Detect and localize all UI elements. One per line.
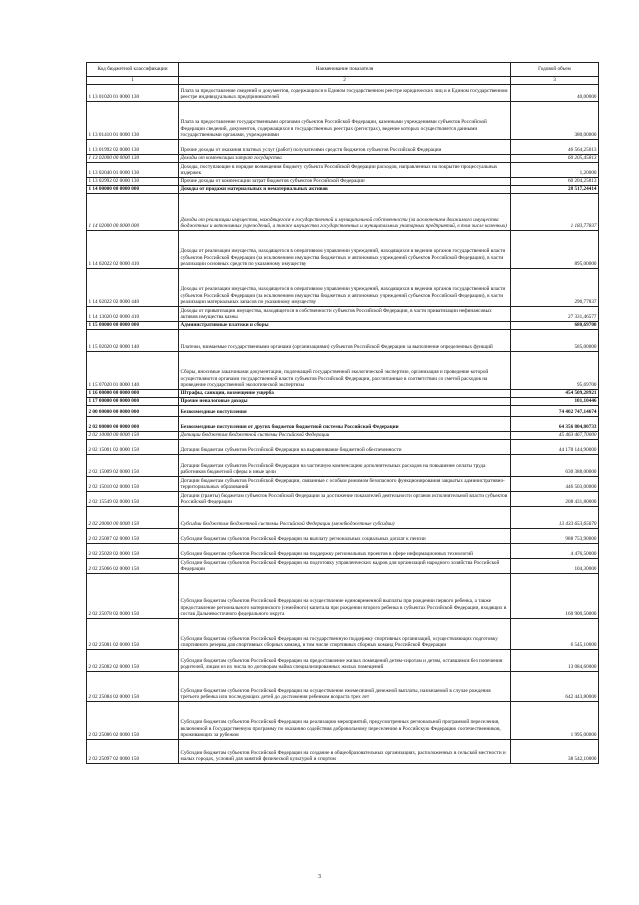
code-cell: 1 13 02000 00 0000 130 bbox=[87, 154, 179, 162]
code-cell: 2 02 25081 02 0000 150 bbox=[87, 618, 179, 649]
value-cell: 74 402 747,14674 bbox=[511, 405, 599, 416]
value-cell: 208 431,80000 bbox=[511, 491, 599, 506]
code-cell: 1 13 01992 02 0000 130 bbox=[87, 139, 179, 154]
value-cell: 1,20000 bbox=[511, 162, 599, 177]
header-name: Наименование показателя bbox=[179, 63, 511, 77]
value-cell: 60 204,25813 bbox=[511, 177, 599, 185]
name-cell: Дотации бюджетам бюджетной системы Российской Федерации bbox=[179, 431, 511, 439]
name-cell: Прочие доходы от компенсации затрат бюджетов субъектов Российской Федерации bbox=[179, 177, 511, 185]
column-number: 2 bbox=[179, 77, 511, 85]
value-cell: 680,69700 bbox=[511, 321, 599, 329]
name-cell: Доходы от реализации имущества, находящегося в оперативном управлении учреждений, находящихся в ведении органов государственной власти субъектов Российской Федерации (за исключением имущества бюджетных и автономных учреждений субъектов Российской Федерации), в части реализации материальных запасов по указанному имуществу bbox=[179, 268, 511, 306]
value-cell: 1 995,00000 bbox=[511, 701, 599, 739]
name-cell: Штрафы, санкции, возмещение ущерба bbox=[179, 389, 511, 397]
name-cell: Субсидии бюджетам субъектов Российской Федерации на реализацию мероприятий, предусмотренных региональной программой переселения, включенной в Государственную программу по оказанию содействия добровольному переселению в Российскую Федерацию соотечественников, проживающих за рубежом bbox=[179, 701, 511, 739]
table-row bbox=[87, 439, 599, 454]
name-cell: Доходы от продажи материальных и нематериальных активов bbox=[179, 185, 511, 193]
table-row bbox=[87, 329, 599, 351]
header-value: Годовой объем bbox=[511, 63, 599, 77]
table-row bbox=[87, 139, 599, 154]
value-cell: 1 183,77837 bbox=[511, 193, 599, 230]
budget-table bbox=[86, 62, 599, 764]
value-cell: 4 476,50000 bbox=[511, 543, 599, 558]
value-cell: 380,00000 bbox=[511, 101, 599, 139]
table-row bbox=[87, 185, 599, 193]
name-cell: Субсидии бюджетам бюджетной системы Российской Федерации (межбюджетные субсидии) bbox=[179, 506, 511, 528]
table-row bbox=[87, 506, 599, 528]
code-cell: 1 14 02022 02 0000 440 bbox=[87, 268, 179, 306]
name-cell: Доходы от реализации имущества, находящегося в государственной и муниципальной собственности (за исключением движимого имущества бюджетных и автономных учреждений, а также имущества государственных и муниципальных унитарных предприятий, в том числе казенных) bbox=[179, 193, 511, 230]
name-cell: Субсидии бюджетам субъектов Российской Федерации на выплату региональных социальных доплат к пенсии bbox=[179, 528, 511, 543]
code-cell: 1 14 02022 02 0000 410 bbox=[87, 230, 179, 268]
name-cell: Субсидии бюджетам субъектов Российской Федерации на подготовку управленческих кадров для организаций народного хозяйства Российской Федерации bbox=[179, 558, 511, 573]
code-cell: 1 14 02000 00 0000 000 bbox=[87, 193, 179, 230]
code-cell: 1 13 01410 01 0000 130 bbox=[87, 101, 179, 139]
code-cell: 1 16 00000 00 0000 000 bbox=[87, 389, 179, 397]
code-cell: 2 02 25066 02 0000 150 bbox=[87, 558, 179, 573]
table-row bbox=[87, 528, 599, 543]
table-row bbox=[87, 193, 599, 230]
code-cell: 1 15 00000 00 0000 000 bbox=[87, 321, 179, 329]
name-cell: Субсидии бюджетам субъектов Российской Федерации на осуществление единовременной выплаты при рождении первого ребенка, а также предоставление регионального материнского (семейного) капитала при рождении второго ребенка в субъектах Российской Федерации, входящих в состав Дальневосточного федерального округа bbox=[179, 573, 511, 618]
page-number: 3 bbox=[318, 874, 321, 880]
value-cell: 60 205,45813 bbox=[511, 154, 599, 162]
code-cell: 1 13 01020 01 0000 130 bbox=[87, 84, 179, 101]
table-row bbox=[87, 306, 599, 321]
value-cell: 630 388,00000 bbox=[511, 454, 599, 476]
value-cell: 988 753,90000 bbox=[511, 528, 599, 543]
name-cell: Плата за предоставление сведений и документов, содержащихся в Едином государственном реестре юридических лиц и в Едином государственном реестре индивидуальных предпринимателей bbox=[179, 84, 511, 101]
value-cell: 44 178 144,90000 bbox=[511, 439, 599, 454]
name-cell: Сборы, вносимые заказчиками документации, подлежащей государственной экологической экспертизе, организация и проведение которой осуществляются органами государственной власти субъектов Российской Федерации, рассчитанные в соответствии со сметой расходов на проведение государственной экологической экспертизы bbox=[179, 351, 511, 389]
value-cell: 40,00000 bbox=[511, 84, 599, 101]
code-cell: 1 15 07020 01 0000 140 bbox=[87, 351, 179, 389]
name-cell: Безвозмездные поступления от других бюджетов бюджетной системы Российской Федерации bbox=[179, 416, 511, 431]
table-row bbox=[87, 476, 599, 491]
table-row bbox=[87, 177, 599, 185]
table-row bbox=[87, 701, 599, 739]
name-cell: Субсидии бюджетам субъектов Российской Федерации на предоставление жилых помещений детям-сиротам и детям, оставшимся без попечения родителей, лицам из их числа по договорам найма специализированных жилых помещений bbox=[179, 649, 511, 671]
value-cell: 38 542,10000 bbox=[511, 739, 599, 763]
table-row bbox=[87, 268, 599, 306]
table-row bbox=[87, 84, 599, 101]
name-cell: Дотации бюджетам субъектов Российской Федерации, связанные с особым режимом безопасного функционирования закрытых административно-территориальных образований bbox=[179, 476, 511, 491]
value-cell: 64 356 804,80733 bbox=[511, 416, 599, 431]
code-cell: 2 02 25028 02 0000 150 bbox=[87, 543, 179, 558]
column-number: 3 bbox=[511, 77, 599, 85]
table-row bbox=[87, 397, 599, 405]
table-row bbox=[87, 416, 599, 431]
code-cell: 1 14 13020 02 0000 410 bbox=[87, 306, 179, 321]
value-cell: 6 545,10000 bbox=[511, 618, 599, 649]
code-cell: 1 13 02040 01 0000 130 bbox=[87, 162, 179, 177]
code-cell: 2 02 25084 02 0000 150 bbox=[87, 671, 179, 701]
code-cell: 2 02 25086 02 0000 150 bbox=[87, 701, 179, 739]
table-body bbox=[87, 84, 599, 763]
value-cell: 95,69700 bbox=[511, 351, 599, 389]
table-row bbox=[87, 230, 599, 268]
code-cell: 2 02 15010 02 0000 150 bbox=[87, 476, 179, 491]
table-row bbox=[87, 739, 599, 763]
value-cell: 28 517,24414 bbox=[511, 185, 599, 193]
table-row bbox=[87, 618, 599, 649]
code-cell: 1 14 00000 00 0000 000 bbox=[87, 185, 179, 193]
value-cell: 642 443,80000 bbox=[511, 671, 599, 701]
table-row bbox=[87, 491, 599, 506]
code-cell: 2 02 00000 00 0000 000 bbox=[87, 416, 179, 431]
name-cell: Субсидии бюджетам субъектов Российской Федерации на создание в общеобразовательных организациях, расположенных в сельской местности и малых городах, условий для занятий физической культурой и спортом bbox=[179, 739, 511, 763]
value-cell: 13 433 653,65670 bbox=[511, 506, 599, 528]
value-cell: 585,00000 bbox=[511, 329, 599, 351]
table-row bbox=[87, 543, 599, 558]
name-cell: Прочие доходы от оказания платных услуг (работ) получателями средств бюджетов субъектов Российской Федерации bbox=[179, 139, 511, 154]
name-cell: Доходы от компенсации затрат государства bbox=[179, 154, 511, 162]
value-cell: 45 463 467,70000 bbox=[511, 431, 599, 439]
value-cell: 104,30000 bbox=[511, 558, 599, 573]
value-cell: 101,10446 bbox=[511, 397, 599, 405]
name-cell: Платежи, взимаемые государственными органами (организациями) субъектов Российской Федерации за выполнение определенных функций bbox=[179, 329, 511, 351]
code-cell: 2 02 20000 00 0000 150 bbox=[87, 506, 179, 528]
name-cell: Дотации бюджетам субъектов Российской Федерации на выравнивание бюджетной обеспеченности bbox=[179, 439, 511, 454]
table-row bbox=[87, 573, 599, 618]
value-cell: 27 331,46577 bbox=[511, 306, 599, 321]
code-cell: 1 15 02020 02 0000 140 bbox=[87, 329, 179, 351]
value-cell: 160 900,50000 bbox=[511, 573, 599, 618]
code-cell: 2 02 15001 02 0000 150 bbox=[87, 439, 179, 454]
name-cell: Доходы от реализации имущества, находящегося в оперативном управлении учреждений, находящихся в ведении органов государственной власти субъектов Российской Федерации (за исключением имущества бюджетных и автономных учреждений субъектов Российской Федерации), в части реализации основных средств по указанному имуществу bbox=[179, 230, 511, 268]
code-cell: 1 17 00000 00 0000 000 bbox=[87, 397, 179, 405]
name-cell: Прочие неналоговые доходы bbox=[179, 397, 511, 405]
table-row bbox=[87, 431, 599, 439]
name-cell: Безвозмездные поступления bbox=[179, 405, 511, 416]
code-cell: 2 00 00000 00 0000 000 bbox=[87, 405, 179, 416]
header-code: Код бюджетной классификации bbox=[87, 63, 179, 77]
code-cell: 2 02 15009 02 0000 150 bbox=[87, 454, 179, 476]
value-cell: 13 084,60000 bbox=[511, 649, 599, 671]
name-cell: Доходы, поступающие в порядке возмещения бюджету субъекта Российской Федерации расходов, направленных на покрытие процессуальных издержек bbox=[179, 162, 511, 177]
code-cell: 2 02 25078 02 0000 150 bbox=[87, 573, 179, 618]
value-cell: 46 564,25013 bbox=[511, 139, 599, 154]
table-row bbox=[87, 162, 599, 177]
name-cell: Субсидии бюджетам субъектов Российской Федерации на государственную поддержку спортивных организаций, осуществляющих подготовку спортивного резерва для спортивных сборных команд, в том числе спортивных сборных команд Российской Федерации bbox=[179, 618, 511, 649]
name-cell: Плата за предоставление государственными органами субъектов Российской Федерации, казенными учреждениями субъектов Российской Федерации сведений, документов, содержащихся в государственных реестрах (регистрах), ведение которых осуществляется данными государственными органами, учреждениями bbox=[179, 101, 511, 139]
table-row bbox=[87, 649, 599, 671]
value-cell: 454 509,28921 bbox=[511, 389, 599, 397]
value-cell: 895,00000 bbox=[511, 230, 599, 268]
code-cell: 1 13 02992 02 0000 130 bbox=[87, 177, 179, 185]
name-cell: Дотации (гранты) бюджетам субъектов Российской Федерации за достижение показателей деятельности органов исполнительной власти субъектов Российской Федерации bbox=[179, 491, 511, 506]
table-row bbox=[87, 558, 599, 573]
table-row bbox=[87, 405, 599, 416]
code-cell: 2 02 25007 02 0000 150 bbox=[87, 528, 179, 543]
name-cell: Субсидии бюджетам субъектов Российской Федерации на осуществление ежемесячной денежной выплаты, назначаемой в случае рождения третьего ребенка или последующих детей до достижения ребенком возраста трех лет bbox=[179, 671, 511, 701]
table-row bbox=[87, 154, 599, 162]
name-cell: Дотации бюджетам субъектов Российской Федерации на частичную компенсацию дополнительных расходов на повышение оплаты труда работников бюджетной сферы и иные цели bbox=[179, 454, 511, 476]
table-row bbox=[87, 101, 599, 139]
column-number: 1 bbox=[87, 77, 179, 85]
name-cell: Субсидии бюджетам субъектов Российской Федерации на поддержку региональных проектов в сфере информационных технологий bbox=[179, 543, 511, 558]
name-cell: Доходы от приватизации имущества, находящегося в собственности субъектов Российской Федерации, в части приватизации нефинансовых активов имущества казны bbox=[179, 306, 511, 321]
table-row bbox=[87, 351, 599, 389]
code-cell: 2 02 15549 02 0000 150 bbox=[87, 491, 179, 506]
table-row bbox=[87, 321, 599, 329]
value-cell: 446 503,00000 bbox=[511, 476, 599, 491]
table-row bbox=[87, 389, 599, 397]
code-cell: 2 02 25082 02 0000 150 bbox=[87, 649, 179, 671]
code-cell: 2 02 10000 00 0000 150 bbox=[87, 431, 179, 439]
name-cell: Административные платежи и сборы bbox=[179, 321, 511, 329]
table-row bbox=[87, 671, 599, 701]
table-row bbox=[87, 454, 599, 476]
value-cell: 290,77837 bbox=[511, 268, 599, 306]
code-cell: 2 02 25097 02 0000 150 bbox=[87, 739, 179, 763]
